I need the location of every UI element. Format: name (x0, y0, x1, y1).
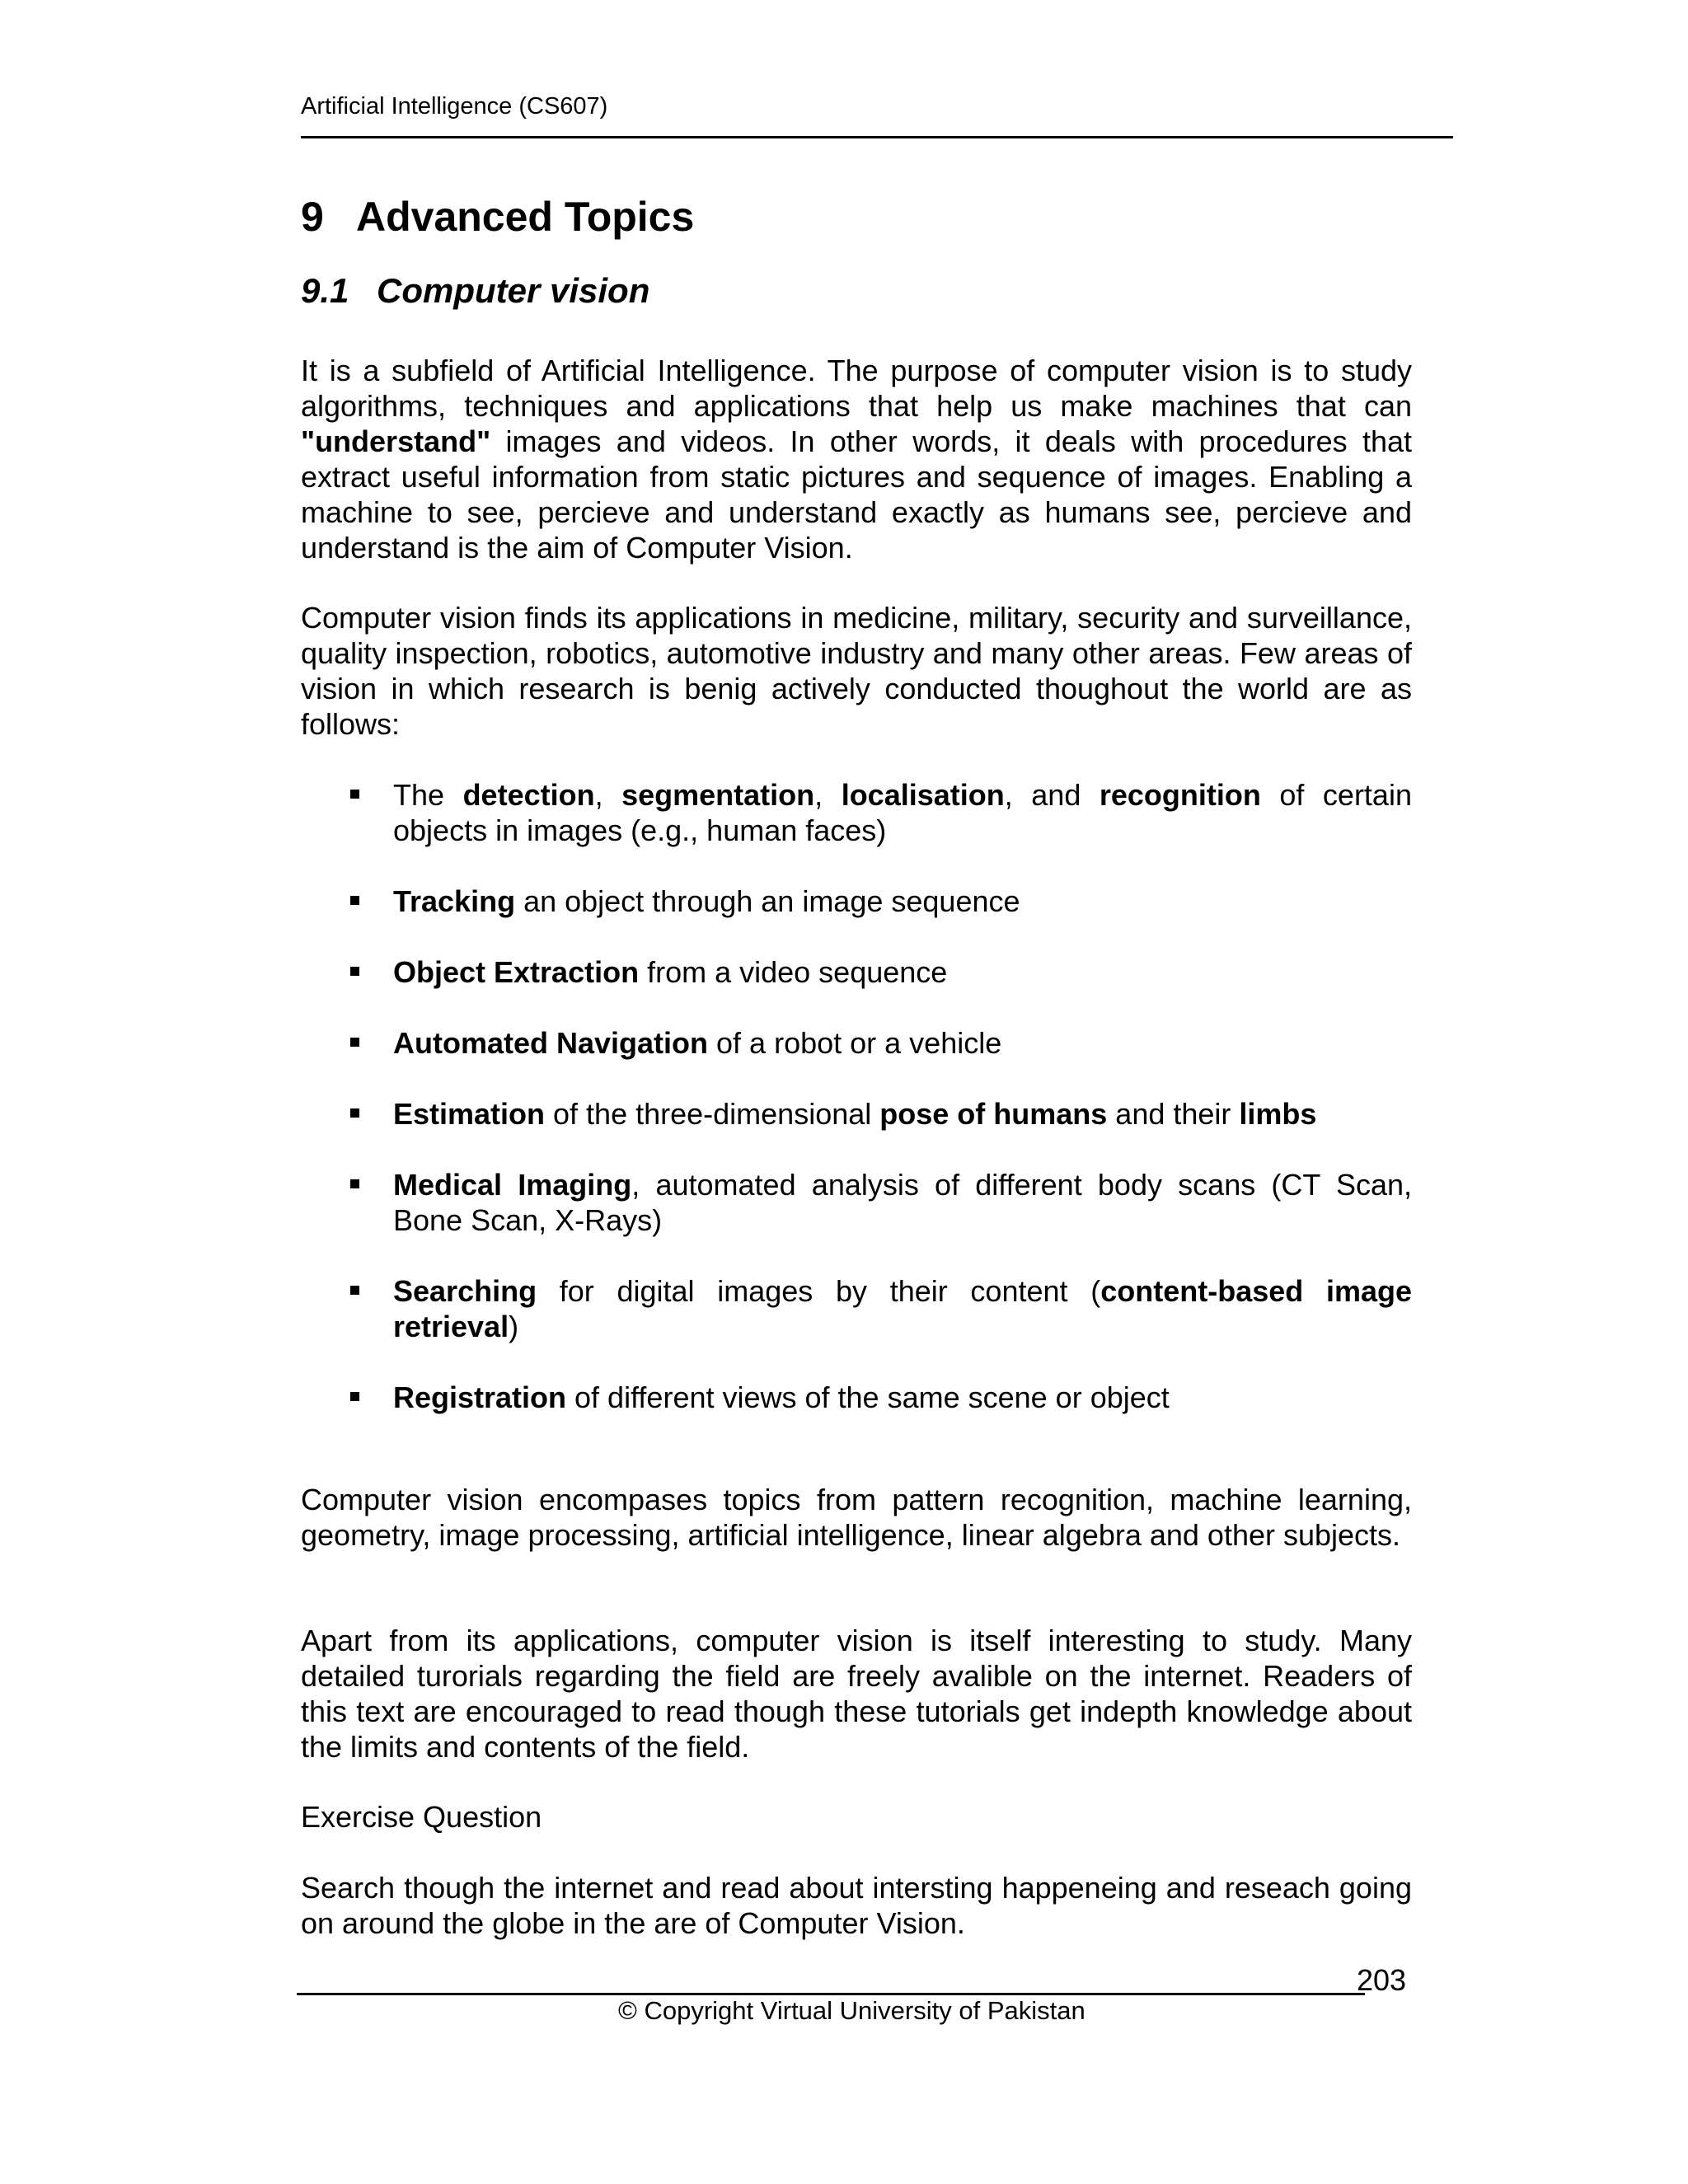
text-run-bold: segmentation (621, 778, 815, 812)
paragraph-tutorials: Apart from its applications, computer vision is itself interesting to study. Many detailed turorials regarding the field are freely avalible on the internet. Readers of this text are encouraged to read though these tutorials get indepth knowledge about the limits and contents of the field. (301, 1624, 1412, 1764)
text-run: images and videos. In other words, it deals with procedures that extract useful information from static pictures and sequence of images. Enabling a machine to see, percieve and understand exactly as humans see, percieve and understand is the aim of Computer Vision. (301, 424, 1412, 565)
paragraph-intro (301, 353, 1412, 565)
text-run-bold: detection (462, 778, 595, 812)
header-divider (301, 136, 1453, 138)
text-run-bold: Object Extraction (393, 955, 640, 989)
text-run: an object through an image sequence (515, 884, 1020, 918)
text-run-bold: Tracking (393, 884, 516, 918)
text-run-bold: Searching (393, 1274, 537, 1308)
exercise-heading: Exercise Question (301, 1800, 542, 1834)
text-run: and their (1107, 1097, 1240, 1131)
text-run-bold: content-based image retrieval (393, 1274, 1412, 1343)
text-run-bold: pose of humans (879, 1097, 1108, 1131)
text-run-bold: limbs (1239, 1097, 1317, 1131)
paragraph-exercise: Search though the internet and read about intersting happeneing and reseach going on around the globe in the are of Computer Vision. (301, 1871, 1412, 1940)
text-run: , automated analysis of different body scans (CT Scan, Bone Scan, X-Rays) (393, 1168, 1413, 1237)
chapter-heading (301, 192, 694, 241)
text-run: of the three-dimensional (545, 1097, 880, 1131)
chapter-number: 9 (301, 194, 324, 240)
text-run: of certain objects in images (e.g., human faces) (393, 778, 1412, 847)
text-run-bold: "understand" (301, 424, 491, 458)
footer-divider (297, 1993, 1365, 1995)
text-run-bold: Registration (393, 1380, 567, 1414)
list-item (301, 1380, 1412, 1415)
text-run: It is a subfield of Artificial Intelligence. The purpose of computer vision is to study algorithms, techniques and applications that help us make machines that can (301, 354, 1412, 423)
bullet-square-icon (350, 1108, 359, 1118)
list-item (301, 1273, 1412, 1344)
paragraph-topics: Computer vision encompases topics from pattern recognition, machine learning, geometry, image processing, artificial intelligence, linear algebra and other subjects. (301, 1483, 1412, 1552)
list-item (301, 1025, 1412, 1061)
copyright-notice: © Copyright Virtual University of Pakistan (618, 1996, 1085, 2025)
text-run-bold: Medical Imaging (393, 1168, 632, 1202)
section-heading (301, 270, 649, 312)
text-run: The (393, 778, 463, 812)
list-item (301, 883, 1412, 919)
text-run: ) (509, 1310, 519, 1343)
bullet-square-icon (350, 896, 359, 905)
page-number: 203 (1357, 1963, 1407, 1997)
text-run: from a video sequence (639, 955, 948, 989)
text-run: , (594, 778, 622, 812)
research-areas-list (301, 777, 1412, 1451)
bullet-square-icon (350, 1286, 359, 1295)
list-item (301, 1096, 1412, 1132)
chapter-title: Advanced Topics (356, 194, 695, 240)
paragraph-applications: Computer vision finds its applications in medicine, military, security and surveillance, quality inspection, robotics, automotive industry and many other areas. Few areas of vision in which research is benig actively conducted thoughout the world are as follows: (301, 601, 1412, 741)
running-header: Artificial Intelligence (CS607) (301, 93, 608, 120)
bullet-square-icon (350, 790, 359, 799)
text-run-bold: Estimation (393, 1097, 546, 1131)
bullet-square-icon (350, 1179, 359, 1188)
text-run: for digital images by their content ( (537, 1274, 1101, 1308)
bullet-square-icon (350, 967, 359, 976)
bullet-square-icon (350, 1038, 359, 1047)
section-number: 9.1 (301, 271, 349, 310)
text-run: , and (1004, 778, 1100, 812)
list-item (301, 954, 1412, 990)
bullet-square-icon (350, 1392, 359, 1401)
list-item (301, 777, 1412, 848)
text-run: of a robot or a vehicle (708, 1026, 1002, 1060)
text-run-bold: localisation (841, 778, 1005, 812)
list-item (301, 1167, 1412, 1238)
section-title: Computer vision (377, 271, 650, 310)
text-run: , (814, 778, 842, 812)
text-run-bold: Automated Navigation (393, 1026, 709, 1060)
text-run: of different views of the same scene or object (566, 1380, 1170, 1414)
text-run-bold: recognition (1099, 778, 1261, 812)
